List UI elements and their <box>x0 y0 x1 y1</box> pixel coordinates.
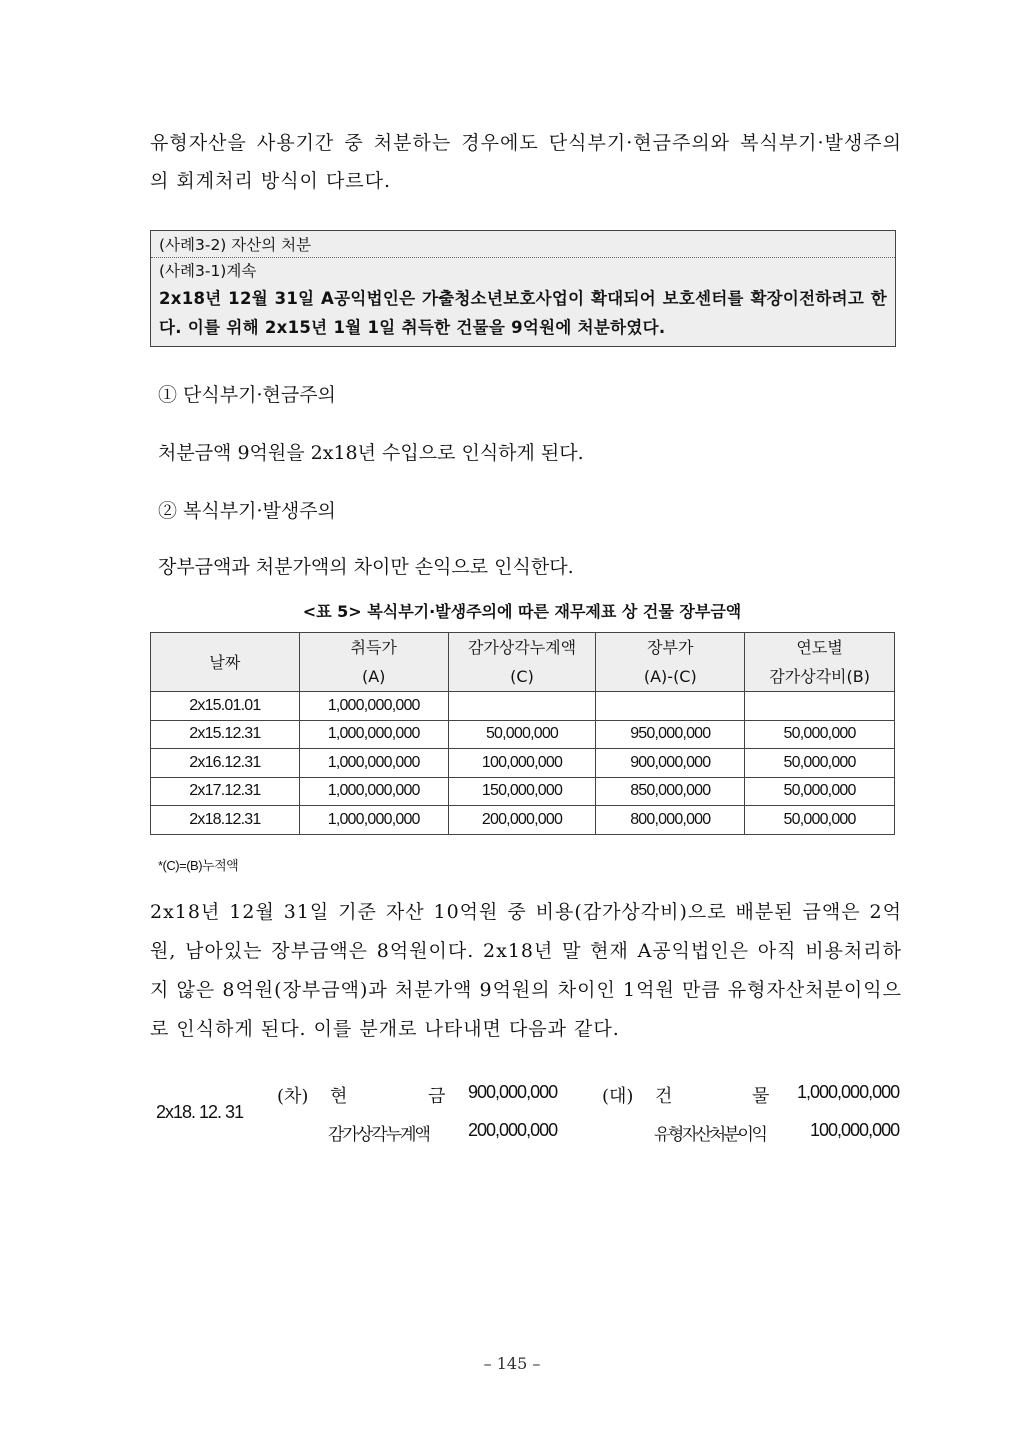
cell-date: 2x15.01.01 <box>151 692 300 721</box>
journal-date: 2x18. 12. 31 <box>156 1102 244 1122</box>
journal-entry <box>150 1074 910 1154</box>
cell-accumulated: 150,000,000 <box>448 777 596 806</box>
cell-date: 2x16.12.31 <box>151 749 300 778</box>
table-row <box>151 749 895 778</box>
case-body: 2x18년 12월 31일 A공익법인은 가출청소년보호사업이 확대되어 보호센터를 확장이전하려고 한다. 이를 위해 2x15년 1월 1일 취득한 건물을 9억원에 처분하였다. <box>159 289 887 337</box>
cell-annual: 50,000,000 <box>745 806 895 835</box>
cell-annual: 50,000,000 <box>745 777 895 806</box>
credit1-account-a: 건 <box>655 1086 673 1107</box>
cell-book-value: 950,000,000 <box>596 720 745 749</box>
cell-annual: 50,000,000 <box>745 720 895 749</box>
page-number: – 145 – <box>483 1354 541 1373</box>
header-accumulated-depreciation: 감가상각누계액 (C) <box>448 633 596 692</box>
cell-annual <box>745 692 895 721</box>
table-row <box>151 720 895 749</box>
cell-accumulated: 100,000,000 <box>448 749 596 778</box>
debit1-account-b: 금 <box>428 1086 446 1107</box>
debit1-amount: 900,000,000 <box>468 1082 558 1102</box>
table-caption: <표 5> 복식부기·발생주의에 따른 재무제표 상 건물 장부금액 <box>302 602 742 621</box>
debit-label: (차) <box>277 1086 309 1107</box>
table-row <box>151 692 895 721</box>
table-row <box>151 777 895 806</box>
cell-date: 2x18.12.31 <box>151 806 300 835</box>
section1-text: 처분금액 9억원을 2x18년 수입으로 인식하게 된다. <box>158 442 584 464</box>
explanation-paragraph: 2x18년 12월 31일 기준 자산 10억원 중 비용(감가상각비)으로 배분된 금액은 2억원, 남아있는 장부금액은 8억원이다. 2x18년 말 현재 A공익법인은 아직 비용처리하지 않은 8억원(장부금액)과 처분가액 9억원의 차이인 1억원 만큼 유형자산처분이익으로 인식하게 된다. 이를 분개로 나타내면 다음과 같다. <box>150 901 902 1040</box>
section2-text: 장부금액과 처분가액의 차이만 손익으로 인식한다. <box>158 556 574 578</box>
cell-acquisition: 1,000,000,000 <box>299 692 448 721</box>
cell-accumulated <box>448 692 596 721</box>
debit1-account-a: 현 <box>330 1086 348 1107</box>
credit1-account-b: 물 <box>752 1086 770 1107</box>
cell-acquisition: 1,000,000,000 <box>299 806 448 835</box>
credit2-amount: 100,000,000 <box>810 1120 900 1140</box>
cell-date: 2x15.12.31 <box>151 720 300 749</box>
cell-annual: 50,000,000 <box>745 749 895 778</box>
debit2-amount: 200,000,000 <box>468 1120 558 1140</box>
debit2-account: 감가상각누계액 <box>328 1125 429 1145</box>
section1-heading: ① 단식부기·현금주의 <box>158 384 336 406</box>
header-annual-depreciation: 연도별 감가상각비(B) <box>745 633 895 692</box>
cell-book-value: 800,000,000 <box>596 806 745 835</box>
credit2-account: 유형자산처분이익 <box>654 1125 766 1145</box>
cell-acquisition: 1,000,000,000 <box>299 777 448 806</box>
cell-accumulated: 50,000,000 <box>448 720 596 749</box>
case-box <box>150 230 896 347</box>
table-header-row <box>151 633 895 692</box>
section2-heading: ② 복식부기·발생주의 <box>158 500 336 522</box>
header-date: 날짜 <box>151 633 300 692</box>
cell-acquisition: 1,000,000,000 <box>299 749 448 778</box>
case-title: (사례3-2) 자산의 처분 <box>151 231 895 258</box>
cell-date: 2x17.12.31 <box>151 777 300 806</box>
cell-book-value: 850,000,000 <box>596 777 745 806</box>
table-note: *(C)=(B)누적액 <box>158 858 239 873</box>
header-acquisition: 취득가 (A) <box>299 633 448 692</box>
table-row <box>151 806 895 835</box>
cell-book-value <box>596 692 745 721</box>
cell-accumulated: 200,000,000 <box>448 806 596 835</box>
header-book-value: 장부가 (A)-(C) <box>596 633 745 692</box>
credit1-amount: 1,000,000,000 <box>797 1082 900 1102</box>
book-value-table <box>150 632 895 835</box>
case-continued: (사례3-1)계속 <box>159 262 257 280</box>
credit-label: (대) <box>602 1086 634 1107</box>
cell-acquisition: 1,000,000,000 <box>299 720 448 749</box>
intro-paragraph: 유형자산을 사용기간 중 처분하는 경우에도 단식부기·현금주의와 복식부기·발생주의의 회계처리 방식이 다르다. <box>150 132 902 192</box>
cell-book-value: 900,000,000 <box>596 749 745 778</box>
